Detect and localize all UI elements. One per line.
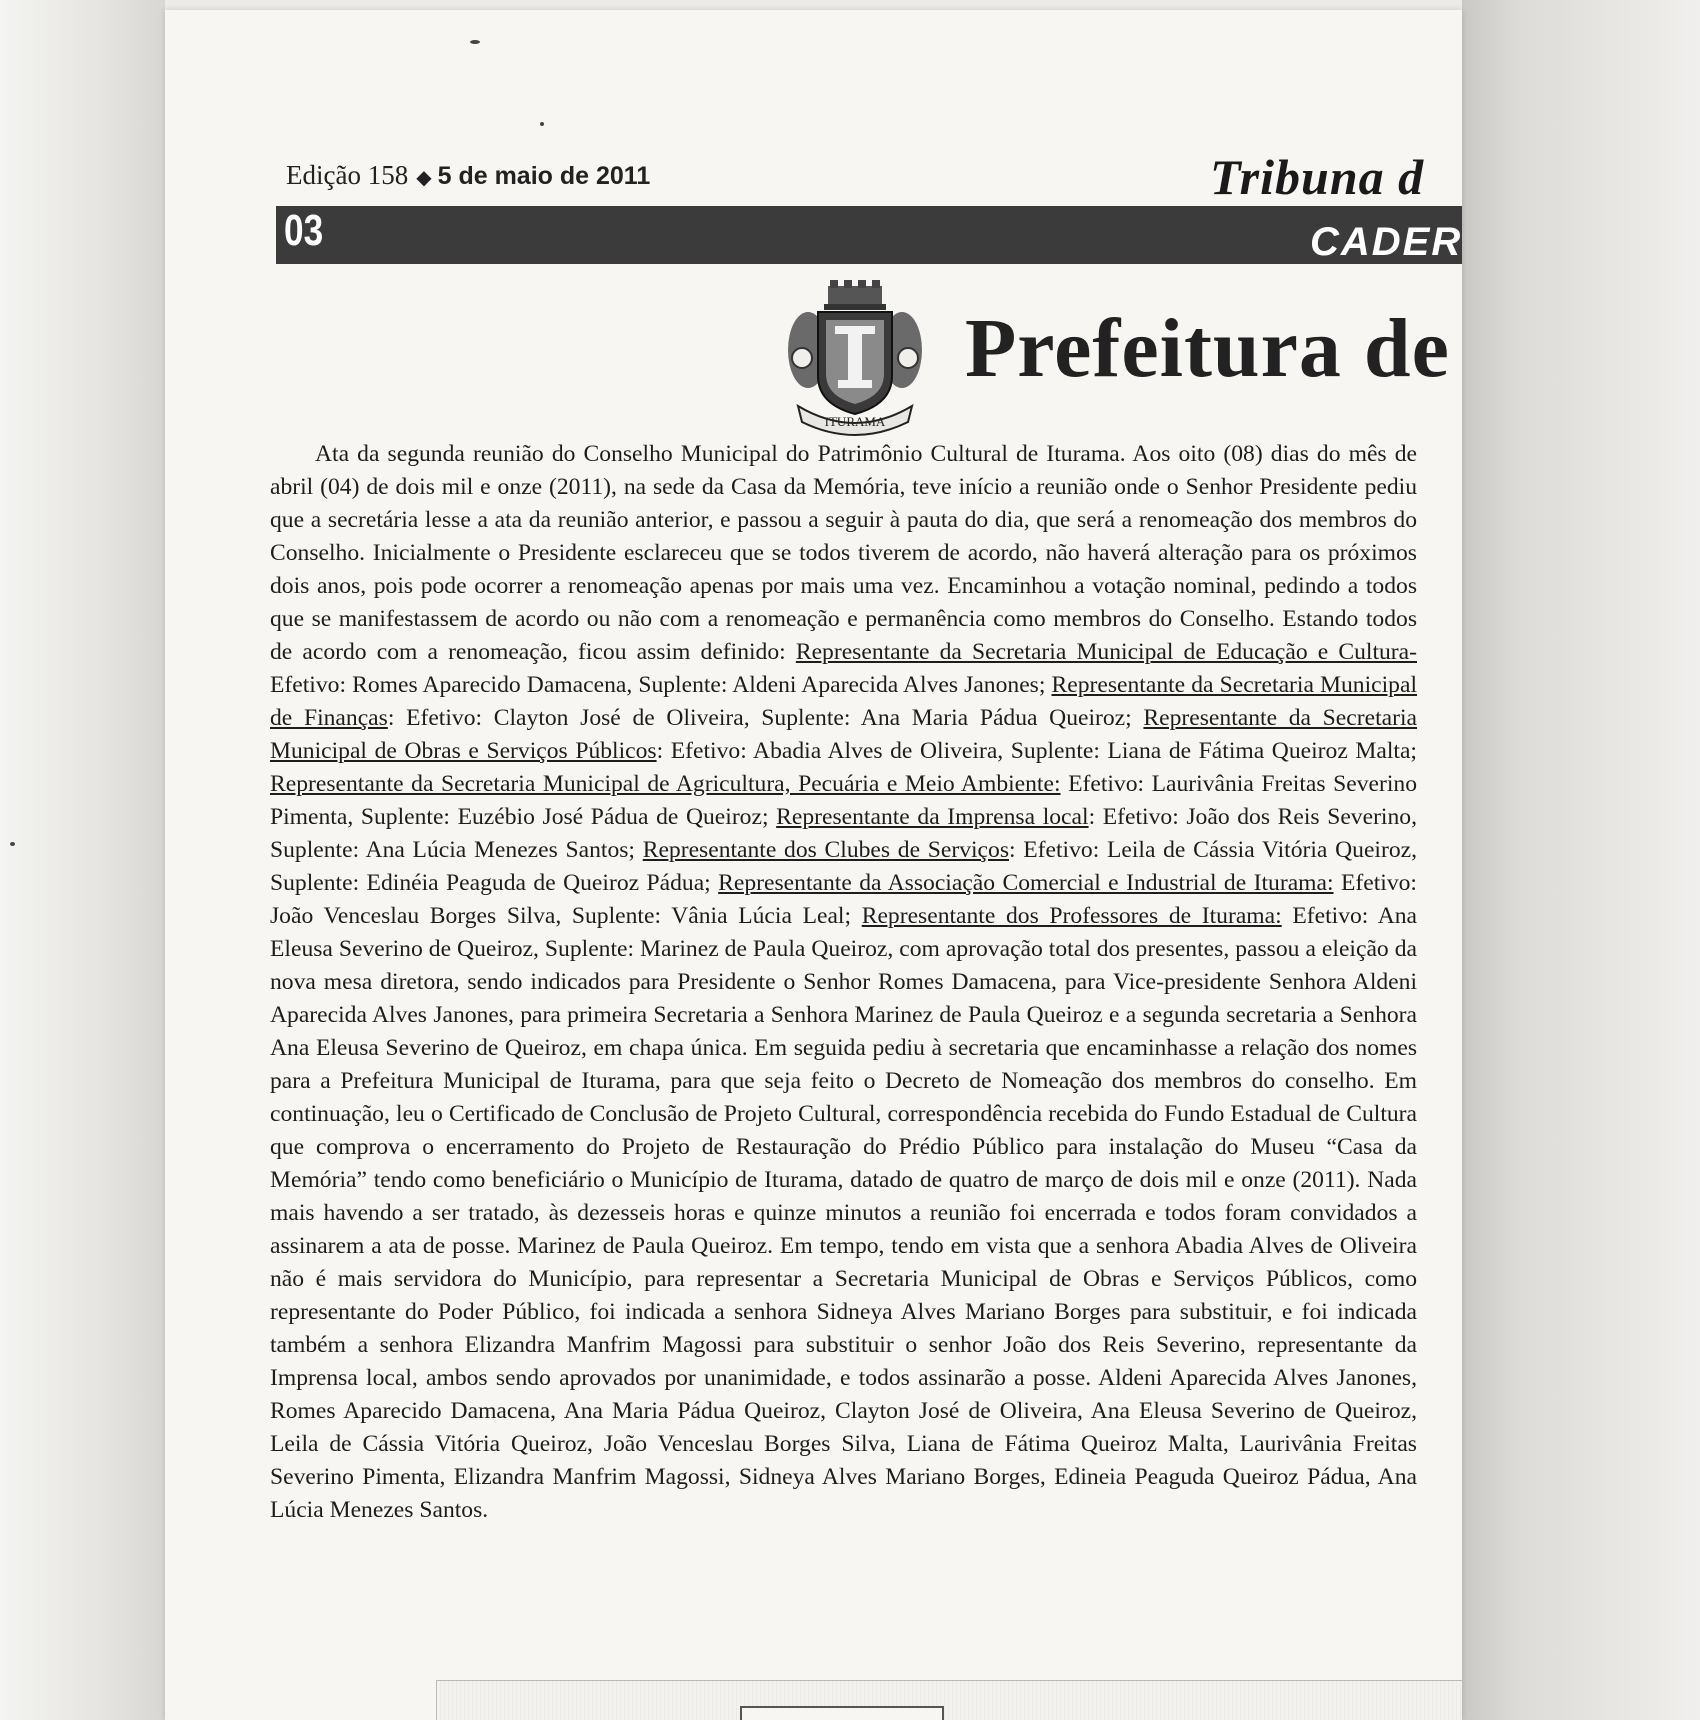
underlined-representative: Representante da Imprensa local	[776, 804, 1089, 830]
underlined-representative: Representante dos Clubes de Serviços	[642, 837, 1009, 863]
next-section-box	[436, 1680, 1462, 1720]
meeting-minutes-article	[270, 438, 1417, 1527]
underlined-representative: Representante da Associação Comercial e Industrial de Iturama:	[718, 870, 1334, 896]
underlined-representative: Representante da Secretaria Municipal de Finanças	[270, 672, 1418, 731]
scan-speck	[540, 122, 544, 126]
newspaper-masthead: Tribuna d	[1210, 149, 1425, 205]
underlined-representative: Representante da Secretaria Municipal de Educação e Cultura-	[795, 639, 1417, 665]
diamond-separator-icon: ◆	[416, 167, 432, 189]
article-text: : Efetivo: Clayton José de Oliveira, Suplente: Ana Maria Pádua Queiroz;	[387, 705, 1144, 731]
section-label: CADER	[1310, 220, 1462, 264]
scan-background-right	[1462, 0, 1700, 1720]
crest-label: ITURAMA	[824, 414, 886, 429]
scan-speck	[470, 40, 480, 44]
scan-speck	[10, 842, 15, 846]
section-banner	[276, 206, 1462, 264]
article-text: : Efetivo: Leila de Cássia Vitória Queiroz, Suplente: Edinéia Peaguda de Queiroz Pádua;	[270, 837, 1417, 896]
article-text: Efetivo: Romes Aparecido Damacena, Suplente: Aldeni Aparecida Alves Janones;	[270, 672, 1052, 698]
article-text: : Efetivo: Abadia Alves de Oliveira, Suplente: Liana de Fátima Queiroz Malta;	[656, 738, 1417, 764]
next-section-tab	[740, 1706, 944, 1720]
article-text: Efetivo: Ana Eleusa Severino de Queiroz, Suplente: Marinez de Paula Queiroz, com aprovação total dos presentes, passou a eleição da nova mesa diretora, sendo indicados para Presidente o Senhor Romes Damacena, para Vice-presidente Senhora Aldeni Aparecida Alves Janones, para primeira Secretaria a Senhora Marinez de Paula Queiroz e a segunda secretaria a Senhora Ana Eleusa Severino de Queiroz, em chapa única. Em seguida pediu à secretaria que encaminhasse a relação dos nomes para a Prefeitura Municipal de Iturama, para que seja feito o Decreto de Nomeação dos membros do conselho. Em continuação, leu o Certificado de Conclusão de Projeto Cultural, correspondência recebida do Fundo Estadual de Cultura que comprova o encerramento do Projeto de Restauração do Prédio Público para instalação do Museu “Casa da Memória” tendo como beneficiário o Município de Iturama, datado de quatro de março de dois mil e onze (2011). Nada mais havendo a ser tratado, às dezesseis horas e quinze minutos a reunião foi encerrada e todos foram convidados a assinarem a ata de posse. Marinez de Paula Queiroz. Em tempo, tendo em vista que a senhora Abadia Alves de Oliveira não é mais servidora do Município, para representar a Secretaria Municipal de Obras e Serviços Públicos, como representante do Poder Público, foi indicada a senhora Sidneya Alves Mariano Borges para substituir, e foi indicada também a senhora Elizandra Manfrim Magossi para substituir o senhor João dos Reis Severino, representante da Imprensa local, ambos sendo aprovados por unanimidade, e todos assinarão a posse. Aldeni Aparecida Alves Janones, Romes Aparecido Damacena, Ana Maria Pádua Queiroz, Clayton José de Oliveira, Ana Eleusa Severino de Queiroz, Leila de Cássia Vitória Queiroz, João Venceslau Borges Silva, Liana de Fátima Queiroz Malta, Laurivânia Freitas Severino Pimenta, Elizandra Manfrim Magossi, Sidneya Alves Mariano Borges, Edineia Peaguda Queiroz Pádua, Ana Lúcia Menezes Santos.	[270, 903, 1417, 1523]
edition-header	[286, 160, 650, 191]
article-text: Ata da segunda reunião do Conselho Municipal do Patrimônio Cultural de Iturama. Aos oito (08) dias do mês de abril (04) de dois mil e onze (2011), na sede da Casa da Memória, teve início a reunião onde o Senhor Presidente pediu que a secretária lesse a ata da reunião anterior, e passou a seguir à pauta do dia, que será a renomeação dos membros do Conselho. Inicialmente o Presidente esclareceu que se todos tiverem de acordo, não haverá alteração para os próximos dois anos, pois pode ocorrer a renomeação apenas por mais uma vez. Encaminhou a votação nominal, pedindo a todos que se manifestassem de acordo ou não com a renomeação e permanência como membros do Conselho. Estando todos de acordo com a renomeação, ficou assim definido:	[270, 441, 1417, 665]
underlined-representative: Representante da Secretaria Municipal de Obras e Serviços Públicos	[270, 705, 1417, 764]
underlined-representative: Representante dos Professores de Iturama:	[861, 903, 1282, 929]
page-number: 03	[284, 206, 324, 255]
publication-date: 5 de maio de 2011	[437, 162, 651, 190]
article-text: : Efetivo: João dos Reis Severino, Suplente: Ana Lúcia Menezes Santos;	[270, 804, 1417, 863]
article-text: Efetivo: João Venceslau Borges Silva, Suplente: Vânia Lúcia Leal;	[270, 870, 1417, 929]
underlined-representative: Representante da Secretaria Municipal de Agricultura, Pecuária e Meio Ambiente:	[270, 771, 1061, 797]
iturama-coat-of-arms-icon	[780, 280, 930, 440]
article-text: Efetivo: Laurivânia Freitas Severino Pimenta, Suplente: Euzébio José Pádua de Queiroz;	[270, 771, 1417, 830]
page-title: Prefeitura de	[965, 302, 1450, 395]
edition-number: Edição 158	[286, 160, 409, 190]
